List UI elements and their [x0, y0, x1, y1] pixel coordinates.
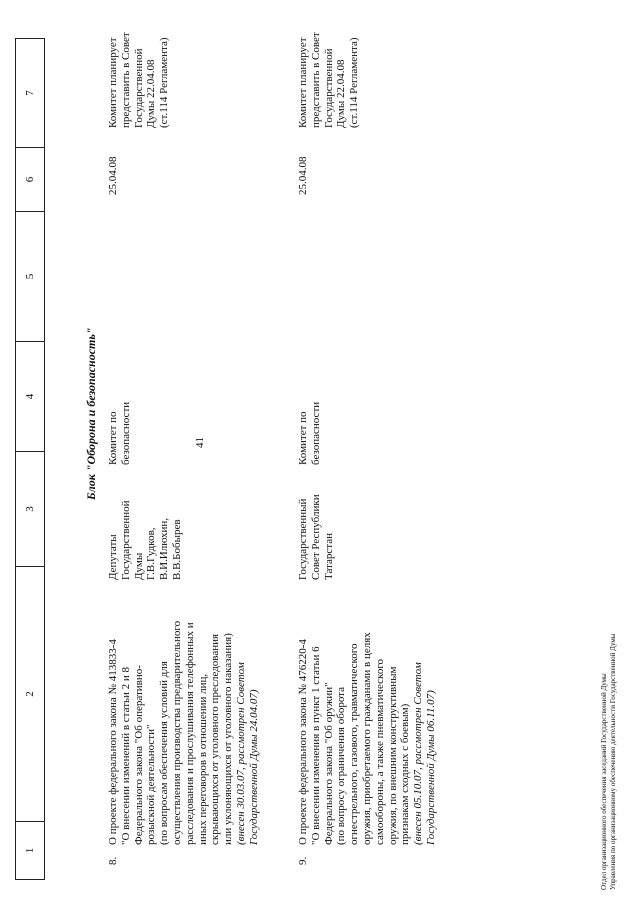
- plan-line: Комитет планирует: [297, 37, 309, 128]
- bill-title-line: "О внесении изменения в пункт 1 статьи 6: [309, 646, 322, 845]
- bill-title-line: скрывающихся от уголовного преследования: [209, 633, 222, 845]
- initiator-line: Совет Республики: [309, 494, 322, 580]
- committee-line: Комитет по: [107, 411, 119, 465]
- initiator-line: Татарстан: [322, 533, 335, 580]
- page-number: 41: [194, 437, 206, 448]
- bill-note-line: (внесен 05.10.07, рассмотрен Советом: [412, 662, 425, 845]
- bill-title-line: Федерального закона "Об оперативно-: [132, 665, 145, 845]
- column-header-6: 6: [16, 147, 44, 211]
- plan-line: представить в Совет: [119, 32, 132, 128]
- plan: [107, 16, 171, 128]
- committee-line: Комитет по: [297, 411, 309, 465]
- plan-line: Думы 22.04.08: [145, 59, 158, 128]
- initiator: [297, 468, 335, 580]
- column-header-3: 3: [16, 451, 44, 566]
- bill-title-line: осуществления производства предварительного: [170, 620, 183, 845]
- row-number: 9.: [297, 856, 309, 865]
- bill-title-line: оружия, приобретаемого гражданами в целях: [360, 632, 373, 845]
- bill-description: [297, 587, 438, 845]
- column-header-5: 5: [16, 211, 44, 341]
- plan: [297, 16, 361, 128]
- initiator-line: Депутаты: [107, 534, 119, 580]
- initiator-line: В.И.Илюхин,: [158, 517, 171, 580]
- committee-line: безопасности: [309, 401, 322, 465]
- block-title: Блок "Оборона и безопасность": [84, 327, 98, 500]
- plan-line: Государственной: [322, 48, 335, 128]
- bill-title-line: признакам сходных с боевым): [399, 703, 412, 845]
- plan-line: Государственной: [132, 48, 145, 128]
- column-header-4: 4: [16, 341, 44, 451]
- initiator: [107, 468, 184, 580]
- plan-line: (ст.114 Регламента): [158, 37, 171, 128]
- bill-note-line: Государственной Думы 06.11.07): [424, 690, 437, 845]
- column-header-1: 1: [16, 821, 44, 879]
- plan-line: Комитет планирует: [107, 37, 119, 128]
- bill-title-line: Федерального закона "Об оружии": [322, 682, 335, 845]
- page-footer: [600, 634, 617, 890]
- bill-title-line: "О внесении изменений в статьи 2 и 8: [119, 666, 132, 845]
- footer-line: Управления по организационному обеспечению деятельности Государственной Думы: [608, 633, 617, 890]
- bill-title-line: расследования и прослушивания телефонных и: [183, 622, 196, 845]
- initiator-line: Г.В.Гудков,: [145, 527, 158, 580]
- bill-title-line: иных переговоров в отношении лиц,: [196, 673, 209, 845]
- row-number: 8.: [107, 856, 119, 865]
- date: 25.04.08: [107, 156, 119, 195]
- bill-title-line: оружия, по внешним конструктивным: [386, 666, 399, 845]
- bill-title-line: огнестрельного, газового, травматического: [348, 643, 361, 845]
- bill-note-line: Государственной Думы 24.04.07): [247, 689, 260, 845]
- initiator-line: Государственный: [297, 498, 309, 580]
- bill-title-line: розыскной деятельности": [145, 724, 158, 845]
- bill-title-line: самообороны, а также пневматического: [373, 658, 386, 845]
- bill-title-line: (по вопросу ограничения оборота: [335, 686, 348, 845]
- bill-title-line: О проекте федерального закона № 476220-4: [297, 639, 309, 845]
- column-header-2: 2: [16, 566, 44, 821]
- date: 25.04.08: [297, 156, 309, 195]
- bill-note-line: (внесен 30.03.07, рассмотрен Советом: [234, 662, 247, 845]
- plan-line: Думы 22.04.08: [335, 59, 348, 128]
- plan-line: представить в Совет: [309, 32, 322, 128]
- bill-title-line: О проекте федерального закона № 413833-4: [107, 639, 119, 845]
- initiator-line: В.В.Бобырев: [170, 519, 183, 580]
- column-number-header: [15, 38, 45, 880]
- initiator-line: Думы: [132, 552, 145, 580]
- committee-line: безопасности: [119, 401, 132, 465]
- responsible-committee: [107, 360, 133, 465]
- column-header-7: 7: [24, 90, 36, 96]
- responsible-committee: [297, 360, 323, 465]
- initiator-line: Государственной: [119, 500, 132, 580]
- bill-title-line: (по вопросам обеспечения условий для: [158, 661, 171, 845]
- bill-title-line: или уклоняющихся от уголовного наказания): [222, 633, 235, 845]
- bill-description: [107, 587, 261, 845]
- footer-line: Отдел организационного обеспечения заседаний Государственной Думы: [600, 673, 608, 890]
- plan-line: (ст.114 Регламента): [348, 37, 361, 128]
